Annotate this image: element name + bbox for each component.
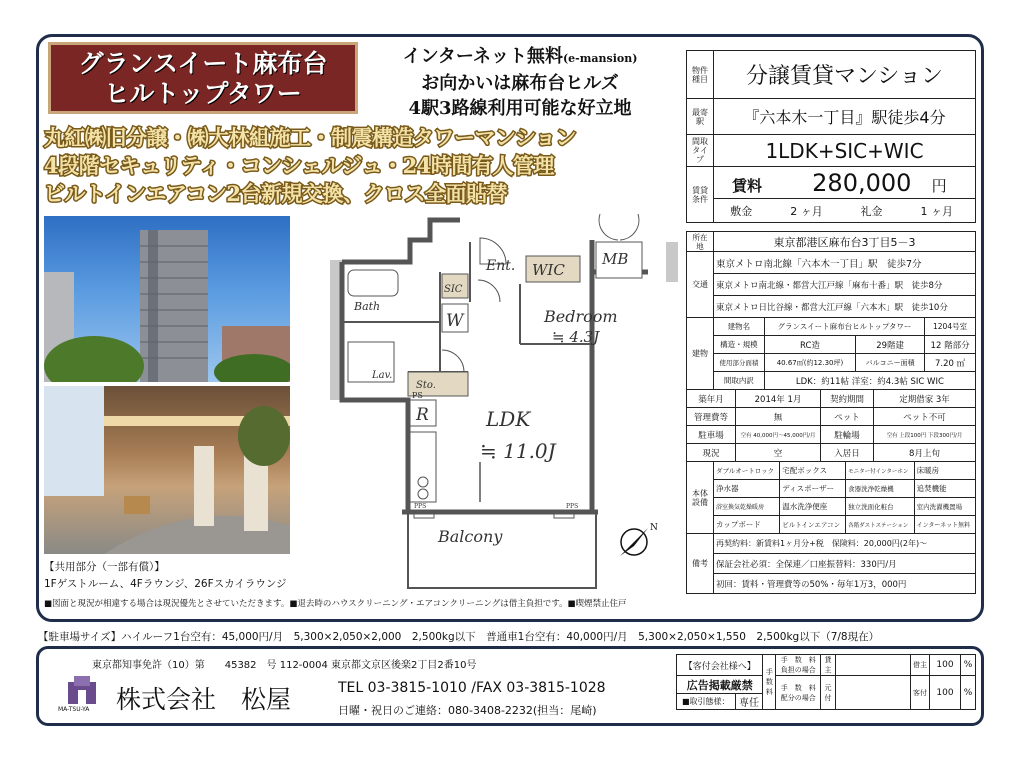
property-title-line1: グランスイート麻布台	[78, 49, 328, 78]
equip-3-2: 温水洗浄便座	[780, 498, 846, 516]
equip-1-1: ダブルオートロック	[714, 462, 780, 480]
plan-ent: Ent.	[486, 258, 516, 274]
fee-head: 【客付会社様へ】	[677, 655, 763, 676]
north-arrow-icon	[620, 523, 658, 556]
area: 40.67㎡(約12.30坪)	[764, 354, 855, 372]
equip-4-3: 各階ダストステーション	[846, 516, 914, 534]
parking-label: 駐車場	[687, 426, 736, 444]
feature-line-1: 丸紅㈱旧分譲・㈱大林組施工・制震構造タワーマンション	[44, 125, 577, 150]
conditions-label: 賃貸条件	[687, 167, 714, 223]
property-title-box	[48, 42, 358, 114]
remarks-label: 備考	[687, 534, 714, 594]
bike-label: 駐輪場	[821, 426, 874, 444]
plan-mb: MB	[602, 250, 629, 268]
balcony-area-label: バルコニー面積	[856, 354, 925, 372]
property-type: 分譲賃貸マンション	[714, 51, 976, 99]
plan-ps: PS	[412, 391, 423, 400]
fee-percent-1: 100	[930, 655, 961, 676]
license-line: 東京都知事免許（10）第 45382 号 112-0004 東京都文京区後楽2丁目2番10号	[92, 660, 477, 671]
transit-label: 交通	[687, 252, 714, 318]
transit-line-2: 東京メトロ南北線・都営大江戸線「麻布十番」駅 徒歩8分	[714, 274, 976, 296]
fee-percent-2: 100	[930, 676, 961, 710]
lounge-illustration	[44, 386, 290, 554]
trade-mode-label: ■取引態様：	[677, 694, 736, 710]
structure: RC造	[764, 336, 855, 354]
address-label: 所在地	[687, 232, 714, 252]
equip-1-3: モニター付インターホン	[846, 462, 914, 480]
equip-3-4: 室内洗濯機置場	[914, 498, 975, 516]
layout-detail-label: 間取内訳	[714, 372, 765, 390]
remarks-2: 保証会社必須：全保連／口座振替料：330円/月	[714, 554, 976, 574]
headline-access: 4駅3路線利用可能な好立地	[408, 98, 632, 119]
fee-pct-1: %	[961, 655, 976, 676]
equip-2-3: 食器洗浄乾燥機	[846, 480, 914, 498]
feature-line-2: 4段階セキュリティ・コンシェルジュ・24時間有人管理	[44, 153, 554, 178]
fee-lender: 貸主	[821, 655, 836, 676]
plan-wic: WIC	[532, 261, 565, 279]
fee-borrower: 借主	[911, 655, 930, 676]
equip-1-2: 宅配ボックス	[780, 462, 846, 480]
fee-customer: 客付	[911, 676, 930, 710]
equip-3-3: 独立洗面化粧台	[846, 498, 914, 516]
movein-date: 8月上旬	[874, 444, 976, 462]
pet-label: ペット	[821, 408, 874, 426]
property-title-line2: ヒルトップタワー	[104, 79, 302, 108]
transit-line-3: 東京メトロ日比谷線・都営大江戸線「六本木」駅 徒歩10分	[714, 296, 976, 318]
plan-w: W	[446, 311, 464, 331]
structure-label: 構造・規模	[714, 336, 765, 354]
plan-bath: Bath	[354, 300, 381, 313]
built-date: 2014年 1月	[736, 390, 821, 408]
plan-pps-left: PPS	[414, 503, 427, 510]
key-money-label: 礼金	[844, 199, 898, 223]
contract-term: 定期借家 3年	[874, 390, 976, 408]
rent-amount: 280,000	[812, 168, 912, 197]
equip-2-4: 追焚機能	[914, 480, 975, 498]
headline-opposite: お向かいは麻布台ヒルズ	[421, 73, 619, 94]
total-floors: 29階建	[856, 336, 925, 354]
built-label: 築年月	[687, 390, 736, 408]
plan-sic: SIC	[444, 284, 463, 295]
area-label: 使用部分面積	[714, 354, 765, 372]
plan-pps-right: PPS	[566, 503, 579, 510]
common-heading: 【共用部分（一部有償）】	[44, 561, 165, 573]
fee-r1a: 手 数 料	[780, 656, 816, 664]
layout-type: 1LDK+SIC+WIC	[714, 135, 976, 167]
fee-origin: 元付	[821, 676, 836, 710]
equip-2-2: ディスポーザー	[780, 480, 846, 498]
bike-info: 空有 上段100円 下段300円/月	[874, 426, 976, 444]
feature-line-3: ビルトインエアコン2台新規交換、クロス全面貼替	[44, 181, 508, 206]
headline	[370, 44, 670, 121]
plan-sto: Sto.	[416, 380, 436, 391]
address: 東京都港区麻布台3丁目5－3	[714, 232, 976, 252]
north-label: N	[650, 523, 658, 533]
company-name: 株式会社 松屋	[116, 685, 292, 714]
plan-ldk-size: ≒ 11.0J	[480, 439, 556, 463]
movein-label: 入居日	[821, 444, 874, 462]
ad-ban: 広告掲載厳禁	[677, 676, 763, 694]
holiday-contact: 日曜・祝日のご連絡：080-3408-2232(担当：尾崎)	[338, 704, 597, 717]
equip-4-2: ビルトインエアコン	[780, 516, 846, 534]
plan-lav: Lav.	[372, 370, 393, 381]
room-number: 1204号室	[925, 318, 976, 336]
rent-label: 賃料	[732, 176, 763, 195]
contract-label: 契約期間	[821, 390, 874, 408]
building-name-label: 建物名	[714, 318, 765, 336]
plan-r: R	[416, 405, 429, 425]
mgmt-fee-label: 管理費等	[687, 408, 736, 426]
common-detail: 1Fゲストルーム、4Fラウンジ、26Fスカイラウンジ	[44, 578, 287, 590]
company-logo-text: MA-TSU-YA	[58, 706, 90, 713]
disclaimer: ■図面と現況が相違する場合は現況優先とさせていただきます。■退去時のハウスクリーニング・エアコンクリーニングは借主負担です。■喫煙禁止住戸	[44, 599, 627, 609]
layout-label: 間取タイプ	[687, 135, 714, 167]
equip-1-4: 床暖房	[914, 462, 975, 480]
headline-internet: インターネット無料	[402, 46, 563, 67]
remarks-3: 初回：賃料・管理費等の50%・毎年1万3，000円	[714, 574, 976, 594]
fee-table	[676, 654, 976, 710]
fee-r2a: 手 数 料	[780, 683, 816, 692]
equip-4-4: インターネット無料	[914, 516, 975, 534]
fee-pct-2: %	[961, 676, 976, 710]
transit-line-1: 東京メトロ南北線「六本木一丁目」駅 徒歩7分	[714, 252, 976, 274]
building-name: グランスイート麻布台ヒルトップタワー	[764, 318, 924, 336]
key-money-value: 1 ヶ月	[899, 199, 976, 223]
parking-info: 空有 40,000円～45,000円/月	[736, 426, 821, 444]
type-label: 物件種目	[687, 51, 714, 99]
plan-bedroom: Bedroom	[544, 307, 618, 326]
status-label: 現況	[687, 444, 736, 462]
plan-bedroom-size: ≒ 4.3J	[552, 328, 600, 346]
parking-size-note: 【駐車場サイズ】ハイルーフ1台空有：45,000円/月 5,300×2,050×2,000 2,500kg以下 普通車1台空有：40,000円/月 5,300×2,050×1,550 2,500kg以下（7/8現在）	[38, 631, 880, 643]
building-label: 建物	[687, 318, 714, 390]
company-logo-icon	[62, 672, 102, 706]
plan-ldk: LDK	[486, 407, 531, 431]
company-tel: TEL 03-3815-1010 /FAX 03-3815-1028	[338, 680, 606, 696]
fee-r2b: 配分の場合	[780, 693, 816, 702]
remarks-1: 再契約料：新賃料1ヶ月分+税 保険料：20,000円(2年)～	[714, 534, 976, 554]
trade-mode: 専任	[735, 694, 763, 710]
fee-r1b: 負担の場合	[780, 666, 816, 674]
exterior-photo	[44, 216, 290, 382]
tower-illustration	[44, 216, 290, 382]
nearest-station: 『六本木一丁目』駅徒歩4分	[714, 99, 976, 135]
station-label: 最寄駅	[687, 99, 714, 135]
plan-balcony: Balcony	[438, 527, 503, 546]
fee-col-label: 手数料	[763, 655, 776, 710]
floor: 12 階部分	[925, 336, 976, 354]
layout-detail: LDK：約11帖 洋室：約4.3帖 SIC WIC	[764, 372, 975, 390]
equipment-label: 本体設備	[687, 462, 714, 534]
floor-plan	[330, 212, 680, 604]
property-info-table	[686, 50, 976, 594]
headline-internet-sub: (e-mansion)	[562, 52, 638, 65]
balcony-area: 7.20 ㎡	[925, 354, 976, 372]
pet-policy: ペット不可	[874, 408, 976, 426]
equip-3-1: 浴室換気乾燥暖房	[714, 498, 780, 516]
equip-2-1: 浄水器	[714, 480, 780, 498]
status: 空	[736, 444, 821, 462]
deposit-value: 2 ヶ月	[769, 199, 845, 223]
rent-yen: 円	[931, 176, 947, 195]
lounge-photo	[44, 386, 290, 554]
deposit-label: 敷金	[714, 199, 769, 223]
mgmt-fee: 無	[736, 408, 821, 426]
equip-4-1: カップボード	[714, 516, 780, 534]
